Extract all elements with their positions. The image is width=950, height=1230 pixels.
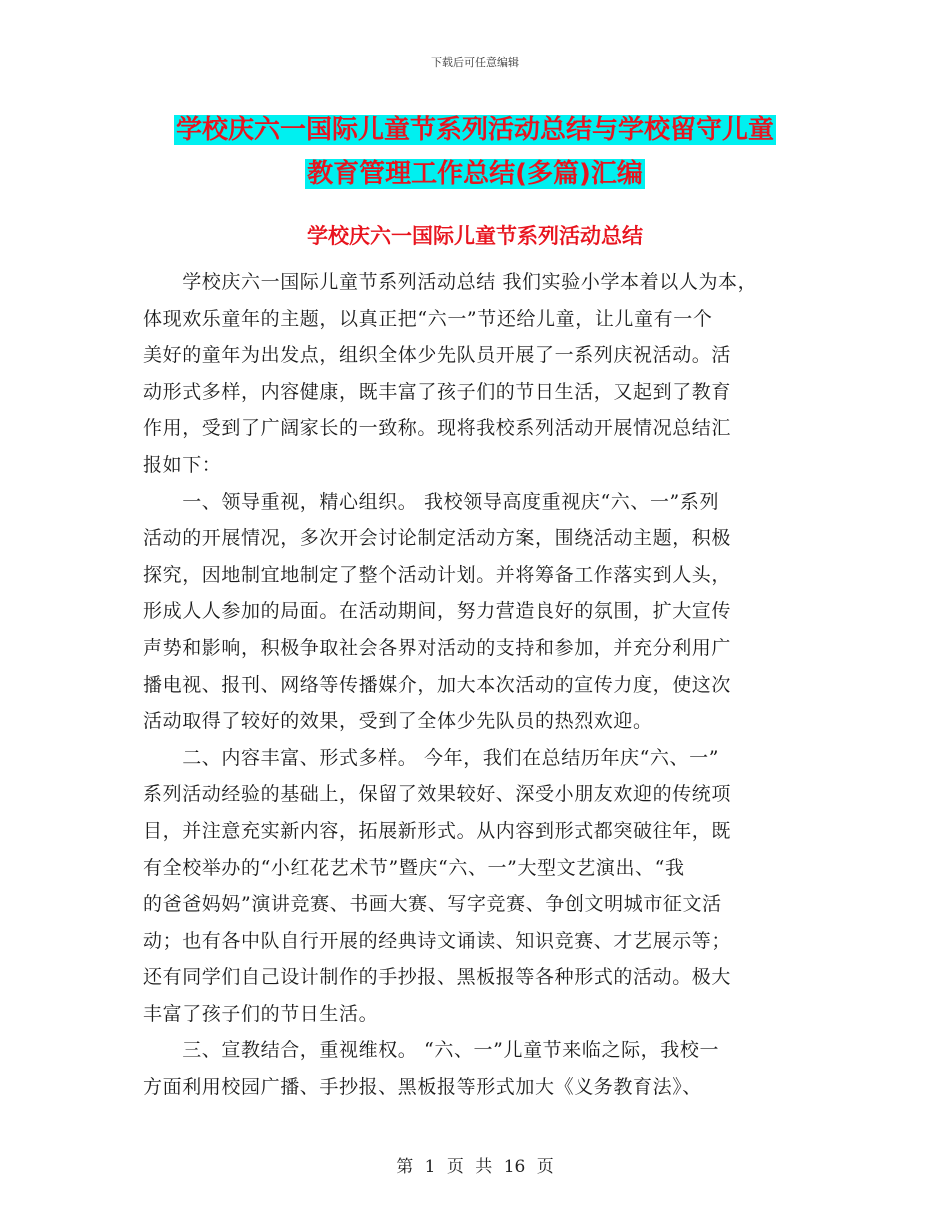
body-line: 活动取得了较好的效果，受到了全体少先队员的热烈欢迎。 (143, 710, 653, 733)
body-line: 学校庆六一国际儿童节系列活动总结 我们实验小学本着以人为本， (143, 271, 758, 293)
body-line: 一、领导重视，精心组织。 我校领导高度重视庆“六、一”系列 (143, 490, 720, 513)
body-line: 活动的开展情况，多次开会讨论制定活动方案，围绕活动主题，积极 (143, 527, 732, 550)
header-note: 下载后可任意编辑 (431, 56, 519, 69)
body-line: 二、内容丰富、形式多样。 今年，我们在总结历年庆“六、一” (143, 746, 720, 769)
body-line: 的爸爸妈妈”演讲竞赛、书画大赛、写字竞赛、争创文明城市征文活 (143, 893, 722, 916)
body-line: 三、宣教结合，重视维权。 “六、一”儿童节来临之际，我校一 (143, 1039, 720, 1062)
title-line-1-text: 学校庆六一国际儿童节系列活动总结与学校留守儿童 (175, 115, 774, 145)
body-line: 体现欢乐童年的主题，以真正把“六一”节还给儿童，让儿童有一个 (143, 307, 713, 330)
body-line: 有全校举办的“小红花艺术节”暨庆“六、一”大型文艺演出、“我 (143, 856, 685, 879)
body-line: 形成人人参加的局面。在活动期间，努力营造良好的氛围，扩大宣传 (143, 600, 732, 623)
document-title-line-1 (0, 110, 950, 150)
body-line: 作用，受到了广阔家长的一致称。现将我校系列活动开展情况总结汇 (143, 417, 732, 440)
body-line: 目，并注意充实新内容，拓展新形式。从内容到形式都突破往年，既 (143, 819, 732, 842)
body-line: 报如下： (143, 453, 222, 476)
body-line: 播电视、报刊、网络等传播媒介，加大本次活动的宣传力度，使这次 (143, 673, 732, 696)
body-line: 声势和影响，积极争取社会各界对活动的支持和参加，并充分利用广 (143, 636, 732, 659)
page-footer: 第 1 页 共 16 页 (396, 1157, 554, 1177)
section-title: 学校庆六一国际儿童节系列活动总结 (307, 224, 643, 248)
body-line: 动形式多样，内容健康，既丰富了孩子们的节日生活，又起到了教育 (143, 380, 732, 403)
body-text (143, 264, 813, 1106)
body-line: 丰富了孩子们的节日生活。 (143, 1002, 379, 1025)
body-line: 方面利用校园广播、手抄报、黑板报等形式加大《义务教育法》、 (143, 1076, 702, 1099)
body-line: 动；也有各中队自行开展的经典诗文诵读、知识竞赛、才艺展示等； (143, 929, 732, 952)
body-line: 美好的童年为出发点，组织全体少先队员开展了一系列庆祝活动。活 (143, 344, 732, 367)
document-title-line-2 (0, 154, 950, 194)
body-line: 还有同学们自己设计制作的手抄报、黑板报等各种形式的活动。极大 (143, 966, 732, 989)
body-line: 系列活动经验的基础上，保留了效果较好、深受小朋友欢迎的传统项 (143, 783, 732, 806)
body-line: 探究，因地制宜地制定了整个活动计划。并将筹备工作落实到人头， (143, 563, 732, 586)
title-line-2-text: 教育管理工作总结(多篇)汇编 (307, 159, 643, 189)
